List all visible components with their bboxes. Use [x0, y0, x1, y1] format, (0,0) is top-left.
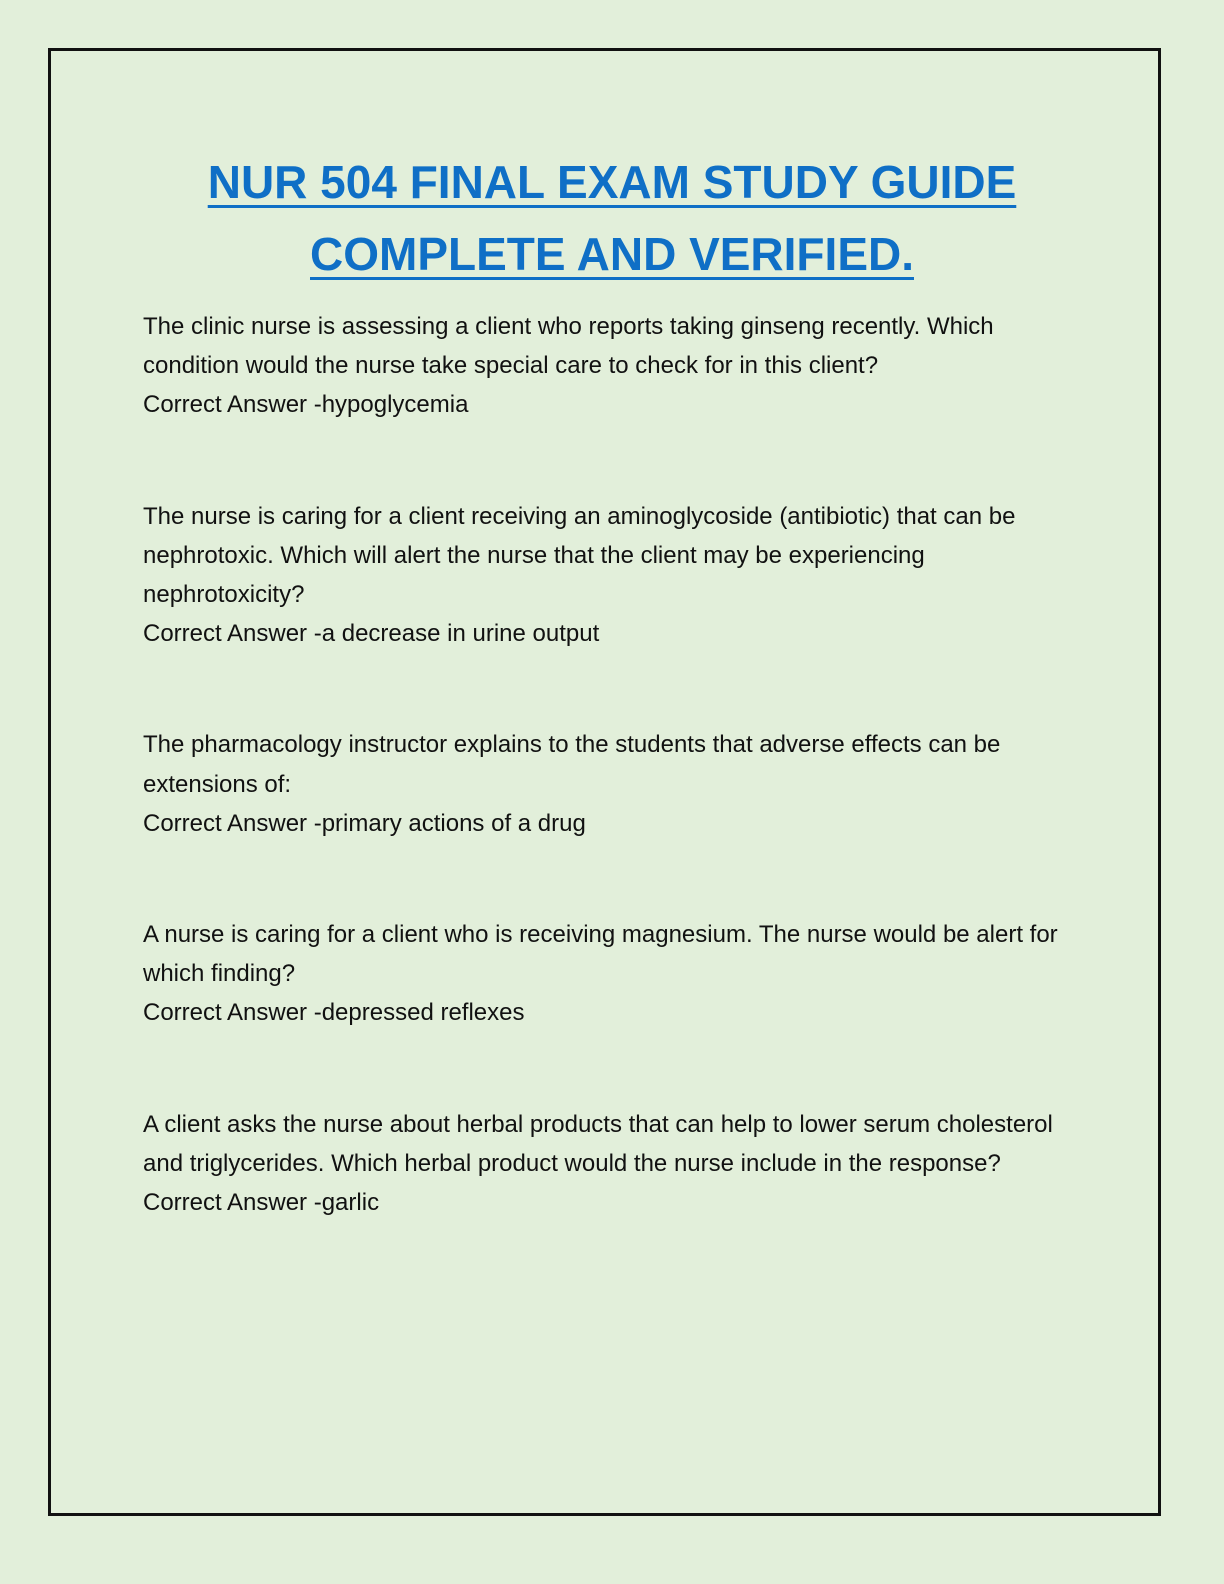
- title-line-1: NUR 504 FINAL EXAM STUDY GUIDE: [207, 156, 1017, 208]
- question-list: [143, 307, 1083, 1222]
- title-line-2: COMPLETE AND VERIFIED.: [310, 228, 914, 280]
- correct-answer: Correct Answer -primary actions of a drug: [143, 809, 586, 837]
- correct-answer: Correct Answer -garlic: [143, 1189, 380, 1217]
- correct-answer: Correct Answer -hypoglycemia: [143, 391, 469, 419]
- correct-answer: Correct Answer -depressed reflexes: [143, 999, 525, 1027]
- question-text: The nurse is caring for a client receiving an aminoglycoside (antibiotic) that can be nephrotoxic. Which will alert the nurse that the client may be experiencing nephrotoxicity?: [143, 502, 1016, 609]
- question-item-3: [143, 725, 1083, 843]
- question-item-2: [143, 497, 1083, 654]
- correct-answer: Correct Answer -a decrease in urine output: [143, 620, 600, 648]
- question-text: A client asks the nurse about herbal products that can help to lower serum cholesterol and triglycerides. Which herbal product would the nurse include in the response?: [143, 1110, 1053, 1177]
- question-item-4: [143, 915, 1083, 1033]
- document-title: [0, 146, 1224, 290]
- question-text: A nurse is caring for a client who is receiving magnesium. The nurse would be alert for which finding?: [143, 921, 1058, 988]
- question-text: The pharmacology instructor explains to the students that adverse effects can be extensions of:: [143, 731, 1001, 798]
- question-item-5: [143, 1105, 1083, 1223]
- question-text: The clinic nurse is assessing a client who reports taking ginseng recently. Which condition would the nurse take special care to check for in this client?: [143, 313, 994, 380]
- question-item-1: [143, 307, 1083, 425]
